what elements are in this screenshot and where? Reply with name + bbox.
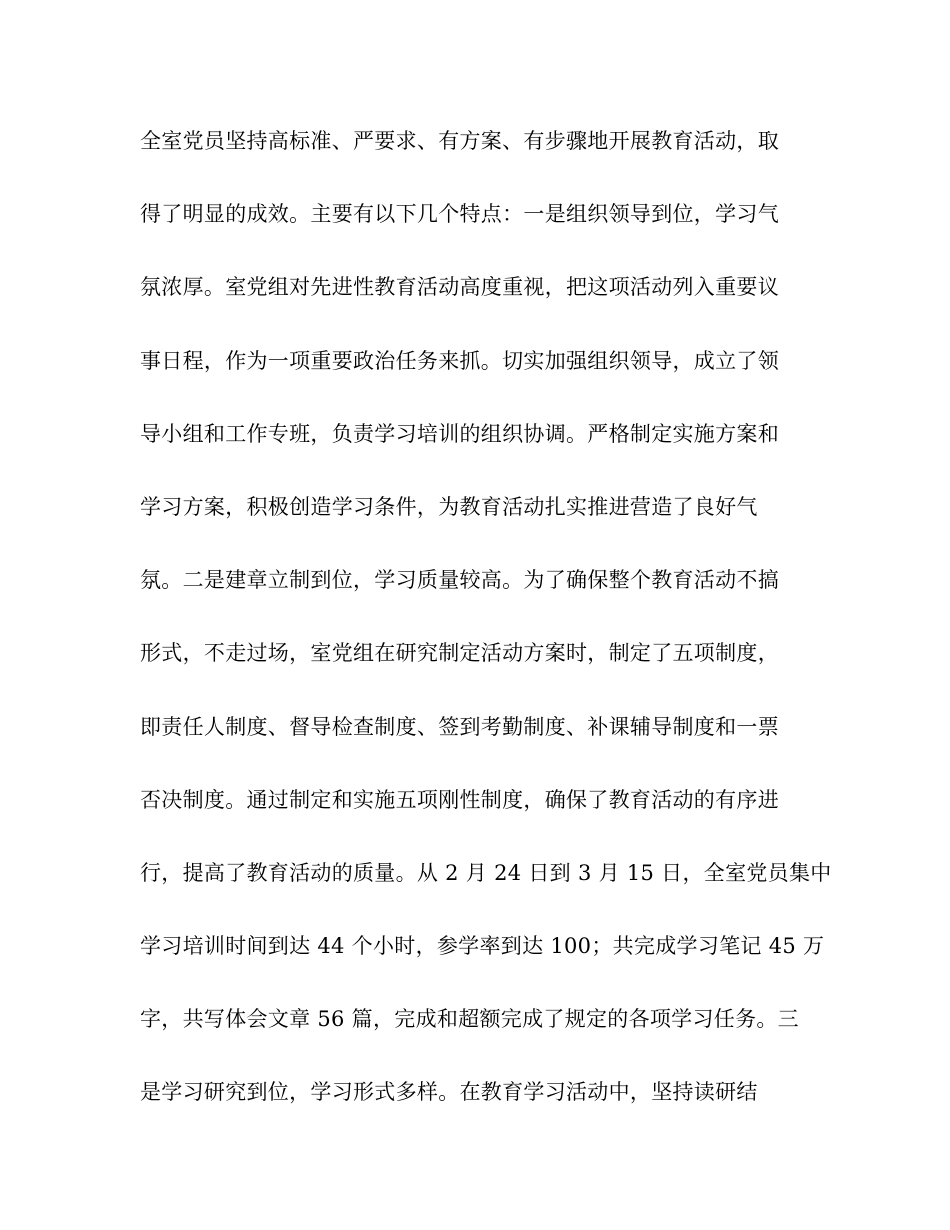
text-line-8: 形式，不走过场，室党组在研究制定活动方案时，制定了五项制度， (140, 641, 779, 666)
text-line-10: 否决制度。通过制定和实施五项刚性制度，确保了教育活动的有序进 (140, 787, 779, 812)
text-line-1: 全室党员坚持高标准、严要求、有方案、有步骤地开展教育活动，取 (140, 129, 779, 153)
text-line-7: 氛。二是建章立制到位，学习质量较高。为了确保整个教育活动不搞 (140, 568, 779, 593)
text-line-5: 导小组和工作专班，负责学习培训的组织协调。严格制定实施方案和 (140, 421, 779, 446)
text-line-14: 是学习研究到位，学习形式多样。在教育学习活动中，坚持读研结 (140, 1080, 758, 1105)
text-line-11: 行，提高了教育活动的质量。从 2 月 24 日到 3 月 15 日，全室党员集中 (140, 860, 832, 885)
body-text (140, 119, 832, 1144)
text-line-6: 学习方案，积极创造学习条件，为教育活动扎实推进营造了良好气 (140, 494, 758, 519)
text-line-3: 氛浓厚。室党组对先进性教育活动高度重视，把这项活动列入重要议 (140, 275, 779, 300)
text-line-13: 字，共写体会文章 56 篇，完成和超额完成了规定的各项学习任务。三 (140, 1007, 799, 1032)
text-line-2: 得了明显的成效。主要有以下几个特点：一是组织领导到位，学习气 (140, 202, 779, 227)
text-line-12: 学习培训时间到达 44 个小时，参学率到达 100；共完成学习笔记 45 万 (140, 934, 825, 959)
text-line-4: 事日程，作为一项重要政治任务来抓。切实加强组织领导，成立了领 (140, 348, 779, 373)
text-line-9: 即责任人制度、督导检查制度、签到考勤制度、补课辅导制度和一票 (140, 714, 779, 739)
